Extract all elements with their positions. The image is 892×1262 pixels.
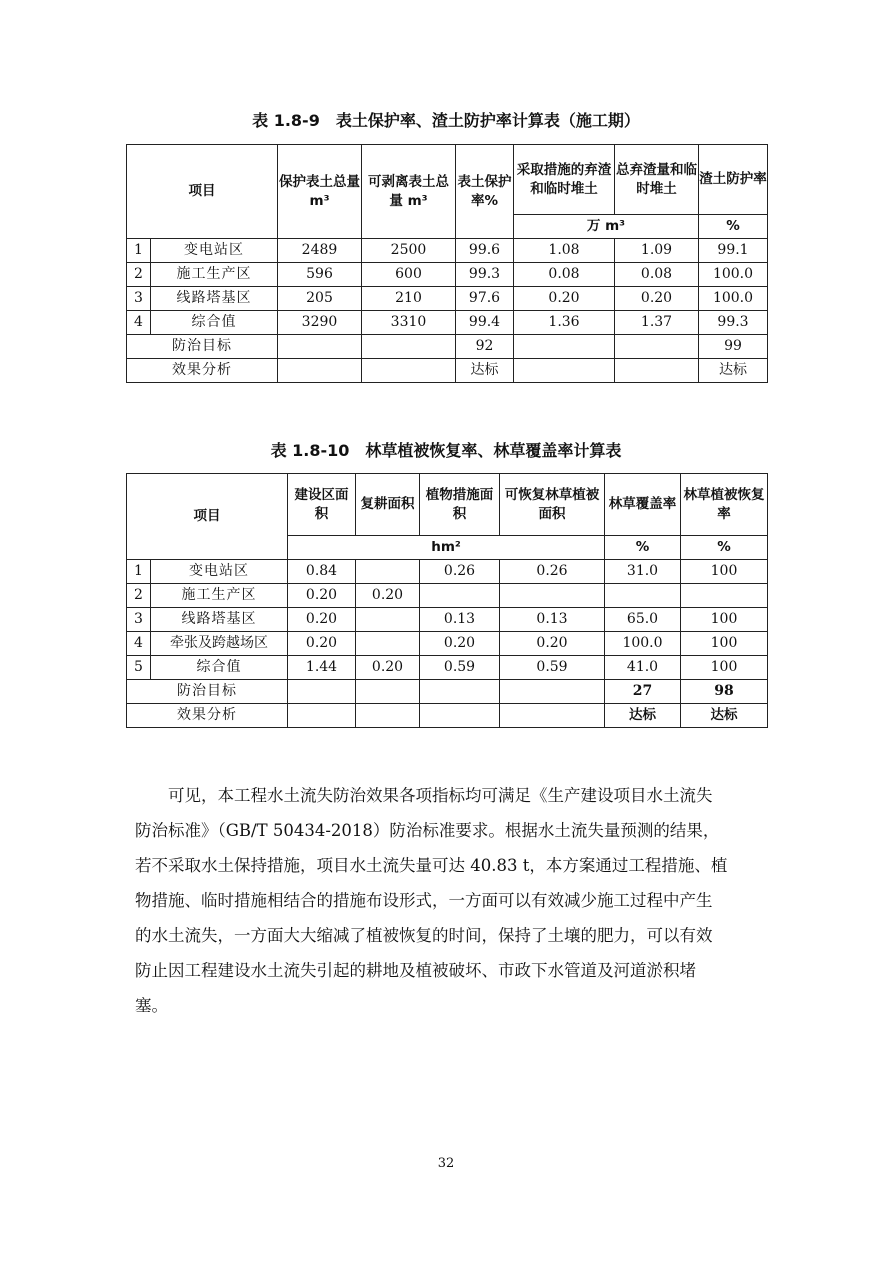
- t2-unit-pct2: %: [681, 536, 768, 560]
- t1-unit-pct: %: [699, 215, 768, 239]
- analysis-spoil: 达标: [699, 359, 768, 383]
- cell: 205: [278, 287, 362, 311]
- cell: 100: [681, 608, 768, 632]
- cell: 1.08: [514, 239, 615, 263]
- table-row: [127, 584, 768, 608]
- cell: [605, 584, 681, 608]
- cell: 0.26: [420, 560, 500, 584]
- cell: [288, 680, 356, 704]
- cell: 0.08: [615, 263, 699, 287]
- cell: [514, 359, 615, 383]
- t2-unit-hm: hm²: [288, 536, 605, 560]
- cell: [420, 704, 500, 728]
- body-paragraph: [135, 778, 760, 1023]
- table-row: [127, 263, 768, 287]
- analysis-topsoil: 达标: [456, 359, 514, 383]
- paragraph-line: 防治标准》（GB/T 50434-2018）防治标准要求。根据水土流失量预测的结果，: [135, 821, 720, 840]
- t1-header-topsoil-rate: 表土保护率%: [456, 145, 514, 239]
- t2-header-plant-area: 植物措施面积: [420, 474, 500, 536]
- cell: [500, 680, 605, 704]
- cell: [356, 704, 420, 728]
- row-name: 施工生产区: [151, 263, 278, 287]
- cell: [420, 680, 500, 704]
- row-no: 2: [127, 584, 151, 608]
- cell: 0.20: [420, 632, 500, 656]
- table-row: [127, 311, 768, 335]
- cell: [356, 560, 420, 584]
- cell: [278, 359, 362, 383]
- table-row: [127, 656, 768, 680]
- cell: 100.0: [699, 263, 768, 287]
- cell: [278, 335, 362, 359]
- paragraph-line: 可见，本工程水土流失防治效果各项指标均可满足《生产建设项目水土流失: [135, 786, 713, 805]
- paragraph-line: 若不采取水土保持措施，项目水土流失量可达 40.83 t，本方案通过工程措施、植: [135, 856, 728, 875]
- cell: 0.20: [514, 287, 615, 311]
- cell: [514, 335, 615, 359]
- row-no: 4: [127, 632, 151, 656]
- row-name: 牵张及跨越场区: [151, 632, 288, 656]
- cell: 0.13: [500, 608, 605, 632]
- cell: 0.08: [514, 263, 615, 287]
- cell: 2500: [362, 239, 456, 263]
- t2-header-recoverable: 可恢复林草植被面积: [500, 474, 605, 536]
- t2-header-recultivate: 复耕面积: [356, 474, 420, 536]
- cell: [362, 359, 456, 383]
- cell: 100.0: [699, 287, 768, 311]
- t1-header-total-spoil: 总弃渣量和临时堆土: [615, 145, 699, 215]
- target-row: [127, 680, 768, 704]
- cell: 1.09: [615, 239, 699, 263]
- cell: 0.84: [288, 560, 356, 584]
- cell: 97.6: [456, 287, 514, 311]
- t1-header-strippable-total: 可剥离表土总量 m³: [362, 145, 456, 239]
- row-name: 变电站区: [151, 239, 278, 263]
- row-name: 施工生产区: [151, 584, 288, 608]
- row-no: 2: [127, 263, 151, 287]
- cell: [356, 680, 420, 704]
- row-no: 1: [127, 239, 151, 263]
- cell: [288, 704, 356, 728]
- cell: 99.4: [456, 311, 514, 335]
- cell: 100.0: [605, 632, 681, 656]
- page-number: 32: [437, 1156, 455, 1171]
- t2-header-restoration: 林草植被恢复率: [681, 474, 768, 536]
- cell: [356, 632, 420, 656]
- cell: 100: [681, 560, 768, 584]
- t1-header-measure-spoil: 采取措施的弃渣和临时堆土: [514, 145, 615, 215]
- row-no: 4: [127, 311, 151, 335]
- cell: [681, 584, 768, 608]
- row-no: 5: [127, 656, 151, 680]
- target-topsoil: 92: [456, 335, 514, 359]
- cell: 99.3: [699, 311, 768, 335]
- cell: [356, 608, 420, 632]
- analysis-row: [127, 359, 768, 383]
- cell: [615, 359, 699, 383]
- target-coverage: 27: [605, 680, 681, 704]
- row-name: 综合值: [151, 311, 278, 335]
- table2: [126, 473, 768, 728]
- cell: 0.20: [288, 584, 356, 608]
- table-row: [127, 239, 768, 263]
- cell: [362, 335, 456, 359]
- cell: [615, 335, 699, 359]
- target-restoration: 98: [681, 680, 768, 704]
- row-no: 3: [127, 287, 151, 311]
- cell: 596: [278, 263, 362, 287]
- paragraph-line: 防止因工程建设水土流失引起的耕地及植被破坏、市政下水管道及河道淤积堵: [135, 961, 696, 980]
- t1-header-item: 项目: [127, 145, 278, 239]
- cell: 99.6: [456, 239, 514, 263]
- t2-header-build-area: 建设区面积: [288, 474, 356, 536]
- table-row: [127, 560, 768, 584]
- table1: [126, 144, 768, 383]
- t1-unit-wan: 万 m³: [514, 215, 699, 239]
- cell: 0.20: [615, 287, 699, 311]
- cell: 0.20: [288, 608, 356, 632]
- target-label: 防治目标: [127, 335, 278, 359]
- cell: 210: [362, 287, 456, 311]
- cell: 0.20: [356, 584, 420, 608]
- row-name: 变电站区: [151, 560, 288, 584]
- row-name: 综合值: [151, 656, 288, 680]
- cell: 0.20: [288, 632, 356, 656]
- cell: [500, 584, 605, 608]
- target-label: 防治目标: [127, 680, 288, 704]
- cell: 0.20: [356, 656, 420, 680]
- cell: 31.0: [605, 560, 681, 584]
- analysis-label: 效果分析: [127, 359, 278, 383]
- paragraph-line: 物措施、临时措施相结合的措施布设形式，一方面可以有效减少施工过程中产生: [135, 891, 713, 910]
- cell: 0.59: [420, 656, 500, 680]
- analysis-restoration: 达标: [681, 704, 768, 728]
- target-row: [127, 335, 768, 359]
- cell: 0.13: [420, 608, 500, 632]
- cell: 100: [681, 632, 768, 656]
- row-name: 线路塔基区: [151, 287, 278, 311]
- table-row: [127, 632, 768, 656]
- cell: 1.37: [615, 311, 699, 335]
- t2-header-item: 项目: [127, 474, 288, 560]
- cell: 600: [362, 263, 456, 287]
- row-name: 线路塔基区: [151, 608, 288, 632]
- table-row: [127, 608, 768, 632]
- row-no: 1: [127, 560, 151, 584]
- t2-header-coverage: 林草覆盖率: [605, 474, 681, 536]
- cell: 99.1: [699, 239, 768, 263]
- cell: [500, 704, 605, 728]
- table2-caption: 表 1.8-10 林草植被恢复率、林草覆盖率计算表: [270, 441, 622, 460]
- table-row: [127, 287, 768, 311]
- cell: [420, 584, 500, 608]
- cell: 65.0: [605, 608, 681, 632]
- cell: 3290: [278, 311, 362, 335]
- paragraph-line: 的水土流失，一方面大大缩减了植被恢复的时间，保持了土壤的肥力，可以有效: [135, 926, 713, 945]
- analysis-row: [127, 704, 768, 728]
- t2-unit-pct1: %: [605, 536, 681, 560]
- cell: 0.20: [500, 632, 605, 656]
- analysis-label: 效果分析: [127, 704, 288, 728]
- cell: 0.59: [500, 656, 605, 680]
- cell: 41.0: [605, 656, 681, 680]
- cell: 3310: [362, 311, 456, 335]
- cell: 100: [681, 656, 768, 680]
- target-spoil: 99: [699, 335, 768, 359]
- cell: 0.26: [500, 560, 605, 584]
- t1-header-topsoil-total: 保护表土总量 m³: [278, 145, 362, 239]
- t1-header-spoil-rate: 渣土防护率: [699, 145, 768, 215]
- cell: 2489: [278, 239, 362, 263]
- cell: 99.3: [456, 263, 514, 287]
- paragraph-line: 塞。: [135, 996, 168, 1015]
- row-no: 3: [127, 608, 151, 632]
- cell: 1.36: [514, 311, 615, 335]
- analysis-coverage: 达标: [605, 704, 681, 728]
- cell: 1.44: [288, 656, 356, 680]
- table1-caption: 表 1.8-9 表土保护率、渣土防护率计算表（施工期）: [252, 111, 640, 130]
